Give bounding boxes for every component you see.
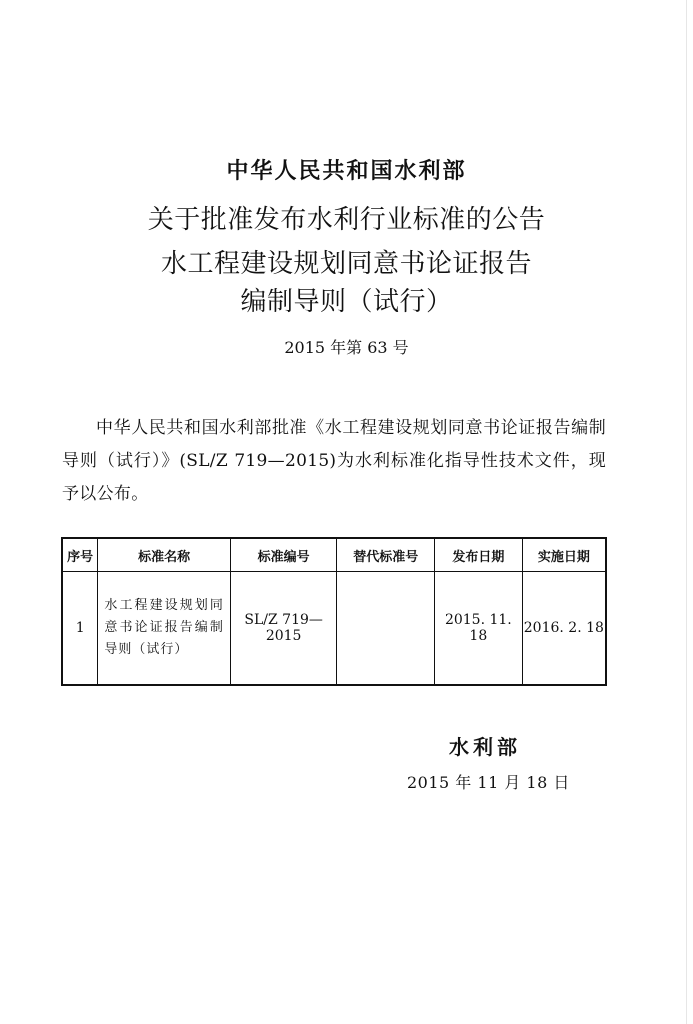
header-standard-name: 标准名称 xyxy=(98,538,230,572)
cell-standard-number: SL/Z 719—2015 xyxy=(230,572,337,686)
title-line-1: 关于批准发布水利行业标准的公告 xyxy=(147,205,546,235)
page-edge-divider xyxy=(686,0,687,1024)
standards-table xyxy=(61,537,607,686)
document-number: 2015 年第 63 号 xyxy=(284,338,409,357)
header-release-date: 发布日期 xyxy=(434,538,522,572)
signature: 水利部 xyxy=(449,735,521,759)
title-line-2: 水工程建设规划同意书论证报告 xyxy=(160,249,532,279)
signature-date: 2015 年 11 月 18 日 xyxy=(407,773,570,792)
announcement-body xyxy=(62,412,606,511)
header-index: 序号 xyxy=(62,538,98,572)
table-row xyxy=(62,572,606,686)
table-header-row xyxy=(62,538,606,572)
header-standard-number: 标准编号 xyxy=(230,538,337,572)
issuing-ministry: 中华人民共和国水利部 xyxy=(226,158,467,184)
cell-effective-date: 2016. 2. 18 xyxy=(522,572,606,686)
cell-replaced-standard xyxy=(337,572,435,686)
cell-index: 1 xyxy=(62,572,98,686)
header-effective-date: 实施日期 xyxy=(522,538,606,572)
title-line-3: 编制导则（试行） xyxy=(240,287,453,317)
announcement-paragraph: 中华人民共和国水利部批准《水工程建设规划同意书论证报告编制导则（试行）》(SL/Z 719—2015)为水利标准化指导性技术文件，现予以公布。 xyxy=(62,418,606,504)
header-replaced-standard: 替代标准号 xyxy=(337,538,435,572)
cell-release-date: 2015. 11. 18 xyxy=(434,572,522,686)
cell-standard-name: 水工程建设规划同意书论证报告编制导则（试行） xyxy=(98,572,230,686)
